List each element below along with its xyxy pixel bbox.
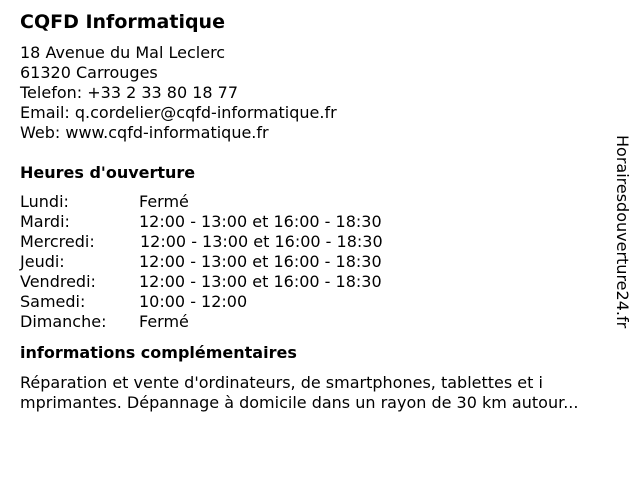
- hours-time: Fermé: [139, 312, 189, 331]
- phone-line: Telefon: +33 2 33 80 18 77: [20, 83, 239, 102]
- business-name: CQFD Informatique: [20, 11, 225, 33]
- hours-time: 12:00 - 13:00 et 16:00 - 18:30: [139, 272, 382, 291]
- address-city: 61320 Carrouges: [20, 63, 158, 82]
- contact-block: [20, 43, 610, 143]
- hours-row-monday: [20, 192, 610, 212]
- additional-info-text: [20, 373, 610, 413]
- hours-row-wednesday: [20, 232, 610, 252]
- info-line-2: mprimantes. Dépannage à domicile dans un rayon de 30 km autour...: [20, 393, 579, 412]
- hours-row-thursday: [20, 252, 610, 272]
- hours-time: 12:00 - 13:00 et 16:00 - 18:30: [140, 232, 383, 251]
- hours-row-sunday: [20, 312, 610, 332]
- opening-hours-heading: Heures d'ouverture: [20, 163, 196, 182]
- info-line-1: Réparation et vente d'ordinateurs, de smartphones, tablettes et i: [20, 373, 543, 392]
- site-watermark: Horairesdouverture24.fr: [613, 135, 632, 329]
- hours-row-saturday: [20, 292, 610, 312]
- hours-day: Mardi:: [20, 212, 70, 231]
- hours-time: 12:00 - 13:00 et 16:00 - 18:30: [139, 212, 382, 231]
- hours-time: Fermé: [139, 192, 189, 211]
- hours-time: 10:00 - 12:00: [139, 292, 248, 311]
- hours-row-friday: [20, 272, 610, 292]
- email-line: Email: q.cordelier@cqfd-informatique.fr: [20, 103, 337, 122]
- web-line: Web: www.cqfd-informatique.fr: [20, 123, 269, 142]
- address-street: 18 Avenue du Mal Leclerc: [20, 43, 226, 62]
- hours-day: Jeudi:: [20, 252, 65, 271]
- opening-hours-table: [20, 192, 610, 332]
- hours-day: Lundi:: [20, 192, 69, 211]
- business-info: [20, 10, 610, 413]
- hours-day: Dimanche:: [20, 312, 107, 331]
- hours-day: Vendredi:: [20, 272, 96, 291]
- additional-info-heading: informations complémentaires: [20, 343, 297, 362]
- hours-row-tuesday: [20, 212, 610, 232]
- hours-day: Mercredi:: [20, 232, 95, 251]
- hours-day: Samedi:: [20, 292, 86, 311]
- hours-time: 12:00 - 13:00 et 16:00 - 18:30: [139, 252, 382, 271]
